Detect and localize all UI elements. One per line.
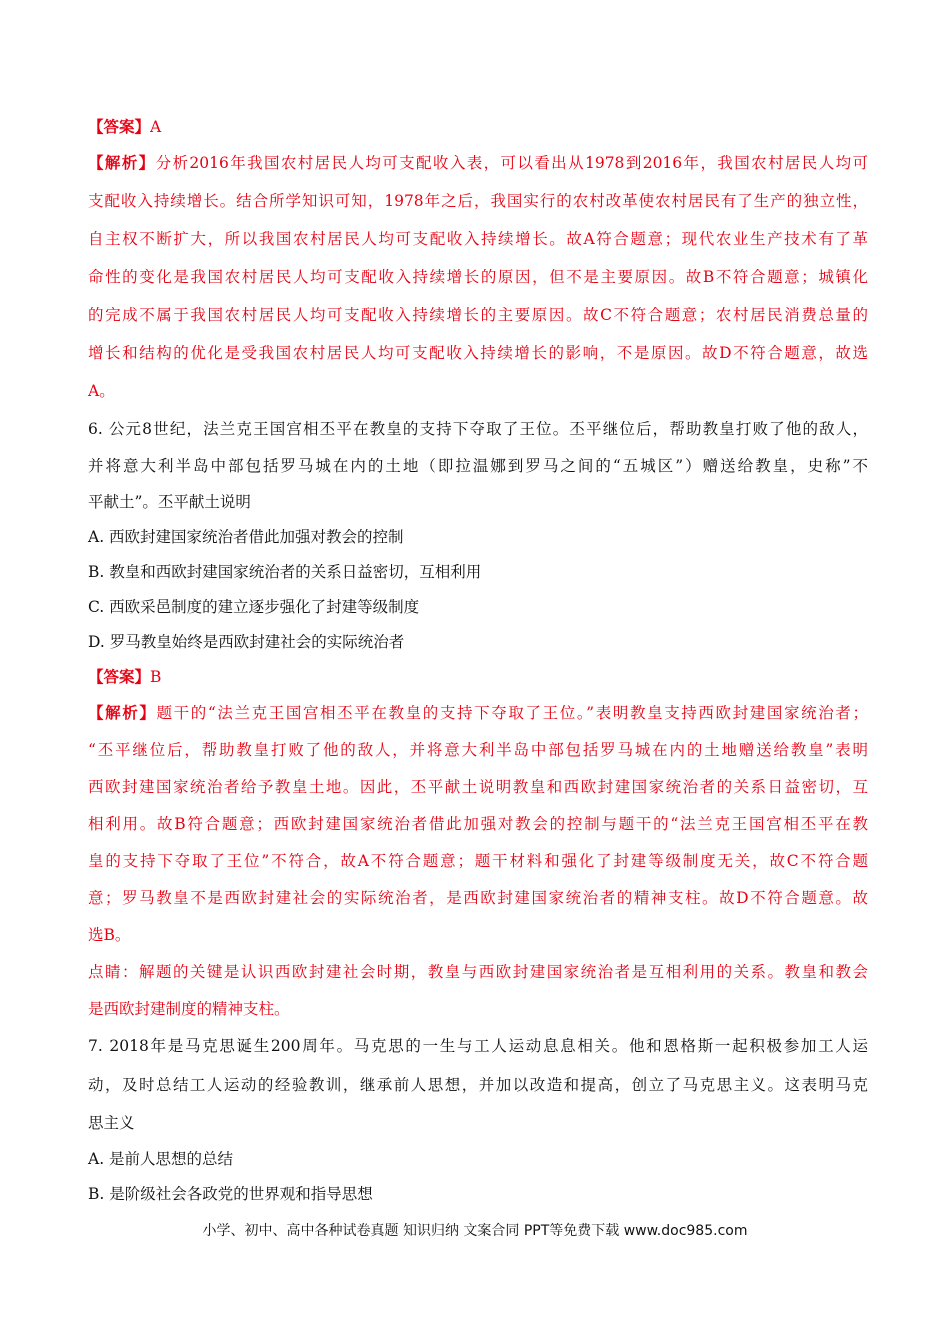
- q7-stem-line-2: 动，及时总结工人运动的经验教训，继承前人思想，并加以改造和提高，创立了马克思主义。这表明马克: [88, 1076, 868, 1094]
- q7-option-b: B. 是阶级社会各政党的世界观和指导思想: [88, 1185, 373, 1203]
- q6-tip-line-1: 点睛：解题的关键是认识西欧封建社会时期，教皇与西欧封建国家统治者是互相利用的关系。教皇和教会: [88, 963, 868, 981]
- q6-analysis-line-1: [88, 703, 868, 723]
- q7-stem-line-1: 7. 2018年是马克思诞生200周年。马克思的一生与工人运动息息相关。他和恩格斯一起积极参加工人运: [88, 1037, 868, 1055]
- q5-answer: [88, 117, 868, 137]
- q7-stem-line-3: 思主义: [88, 1114, 135, 1132]
- q6-stem-line-2: 并将意大利半岛中部包括罗马城在内的土地（即拉温娜到罗马之间的“五城区”）赠送给教皇，史称”不: [88, 457, 868, 475]
- q6-tip-line-2: 是西欧封建制度的精神支柱。: [88, 1000, 290, 1018]
- analysis-text: 题干的“法兰克王国宫相丕平在教皇的支持下夺取了王位。”表明教皇支持西欧封建国家统治者；: [156, 704, 868, 722]
- q5-analysis-line-3: 自主权不断扩大，所以我国农村居民人均可支配收入持续增长。故A符合题意；现代农业生产技术有了革: [88, 230, 868, 248]
- answer-tag: 【答案】: [88, 667, 151, 686]
- analysis-text: 分析2016年我国农村居民人均可支配收入表，可以看出从1978到2016年，我国农村居民人均可: [155, 154, 868, 172]
- analysis-tag: 【解析】: [88, 703, 157, 722]
- q6-option-b: B. 教皇和西欧封建国家统治者的关系日益密切，互相利用: [88, 563, 482, 581]
- q6-analysis-line-4: 相利用。故B符合题意；西欧封建国家统治者借此加强对教会的控制与题干的“法兰克王国宫相丕平在教: [88, 815, 868, 833]
- q5-analysis-line-2: 支配收入持续增长。结合所学知识可知，1978年之后，我国实行的农村改革使农村居民有了生产的独立性，: [88, 192, 868, 210]
- q6-stem-line-1: 6. 公元8世纪，法兰克王国宫相丕平在教皇的支持下夺取了王位。丕平继位后，帮助教皇打败了他的敌人，: [88, 420, 868, 438]
- answer-value: A: [150, 118, 162, 136]
- analysis-tag: 【解析】: [88, 153, 156, 172]
- q7-option-a: A. 是前人思想的总结: [88, 1150, 234, 1168]
- q6-option-c: C. 西欧采邑制度的建立逐步强化了封建等级制度: [88, 598, 420, 616]
- q6-option-a: A. 西欧封建国家统治者借此加强对教会的控制: [88, 528, 404, 546]
- q6-analysis-line-6: 意；罗马教皇不是西欧封建社会的实际统治者，是西欧封建国家统治者的精神支柱。故D不符合题意。故: [88, 889, 868, 907]
- q6-answer: [88, 667, 868, 687]
- q6-analysis-line-3: 西欧封建国家统治者给予教皇土地。因此，丕平献土说明教皇和西欧封建国家统治者的关系日益密切，互: [88, 778, 868, 796]
- q5-analysis-line-5: 的完成不属于我国农村居民人均可支配收入持续增长的主要原因。故C不符合题意；农村居民消费总量的: [88, 306, 868, 324]
- q6-stem-line-3: 平献土”。丕平献土说明: [88, 493, 251, 511]
- q6-option-d: D. 罗马教皇始终是西欧封建社会的实际统治者: [88, 633, 405, 651]
- q6-analysis-line-7: 选B。: [88, 926, 131, 944]
- q6-analysis-line-5: 皇的支持下夺取了王位”不符合，故A不符合题意；题干材料和强化了封建等级制度无关，故C不符合题: [88, 852, 868, 870]
- answer-tag: 【答案】: [88, 117, 151, 136]
- q5-analysis-line-6: 增长和结构的优化是受我国农村居民人均可支配收入持续增长的影响，不是原因。故D不符合题意，故选: [88, 344, 868, 362]
- answer-value: B: [150, 668, 162, 686]
- q6-analysis-line-2: “丕平继位后，帮助教皇打败了他的敌人，并将意大利半岛中部包括罗马城在内的土地赠送给教皇”表明: [88, 741, 868, 759]
- q5-analysis-line-4: 命性的变化是我国农村居民人均可支配收入持续增长的原因，但不是主要原因。故B不符合题意；城镇化: [88, 268, 868, 286]
- page-footer: 小学、初中、高中各种试卷真题 知识归纳 文案合同 PPT等免费下载 www.doc985.com: [202, 1223, 748, 1239]
- q5-analysis-line-7: A。: [88, 382, 115, 400]
- q5-analysis-line-1: [88, 153, 868, 173]
